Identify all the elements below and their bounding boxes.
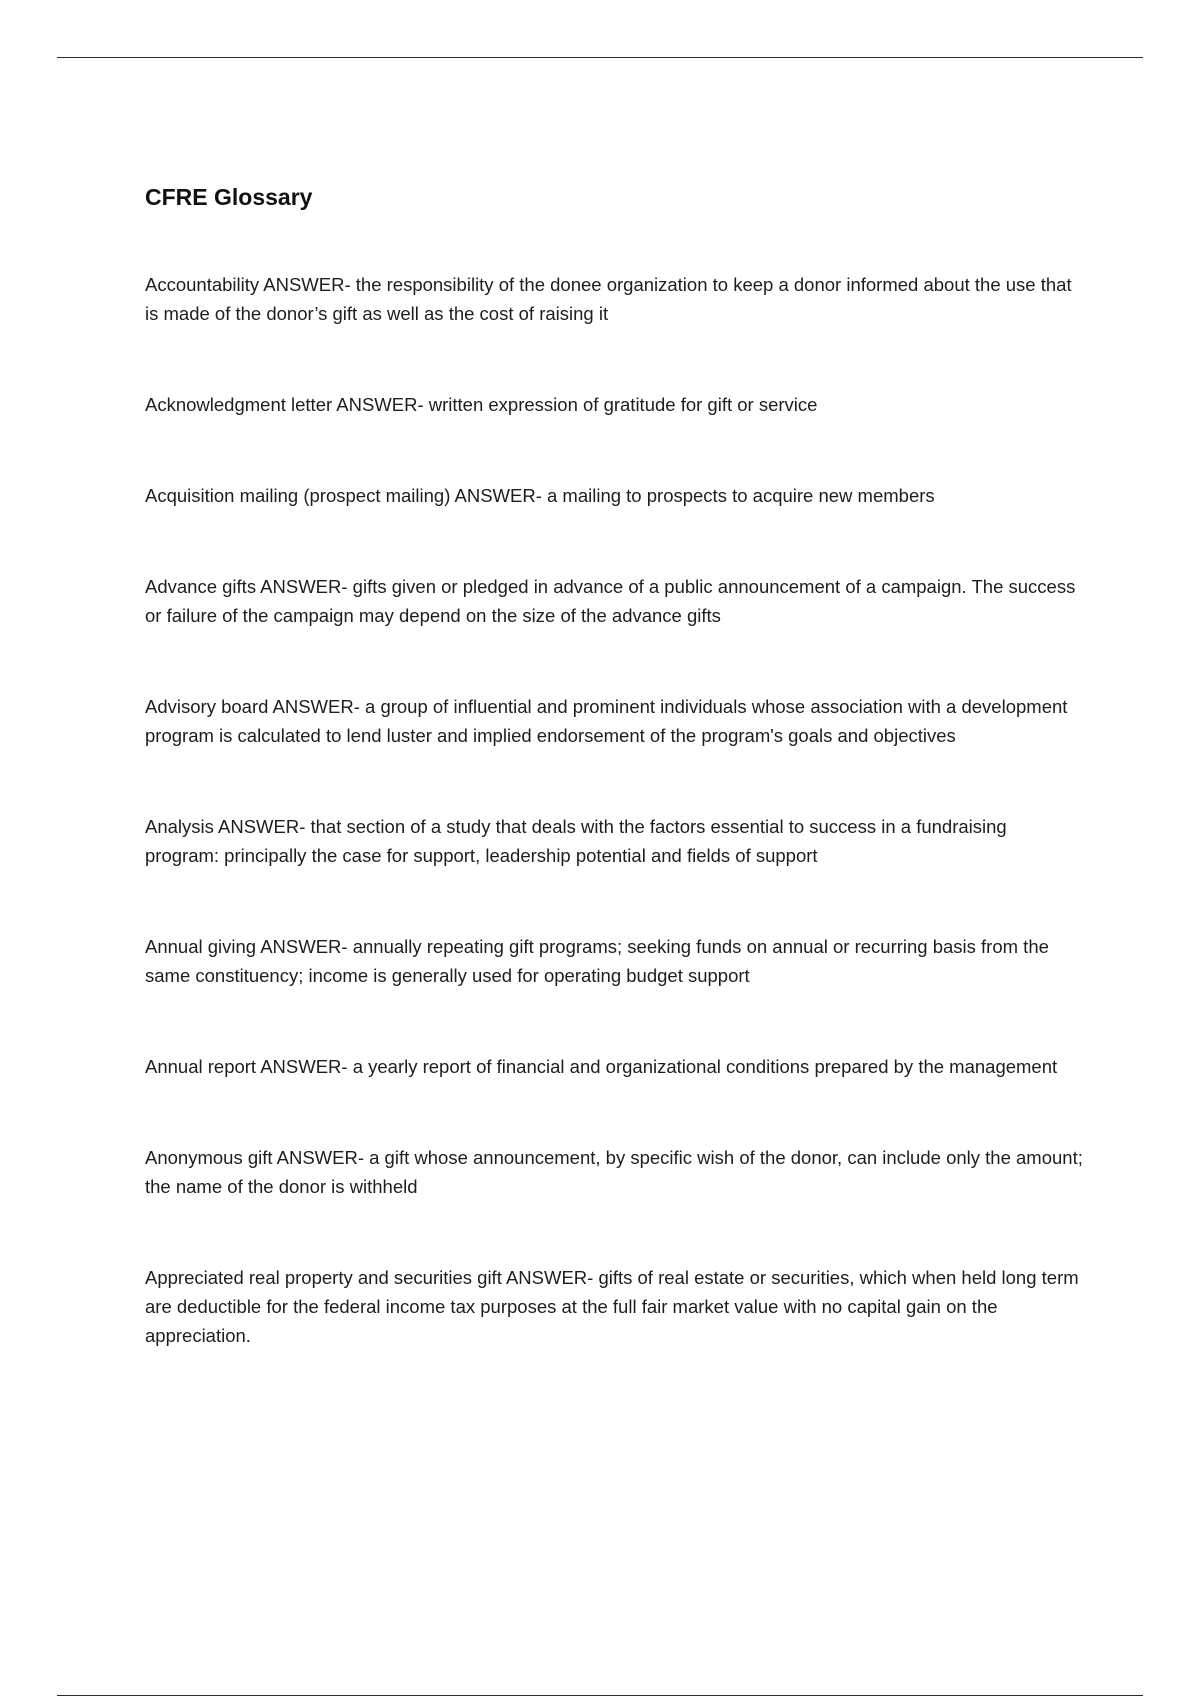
- glossary-list: [145, 270, 1085, 1350]
- glossary-entry: Advance gifts ANSWER- gifts given or pledged in advance of a public announcement of a campaign. The success or failure of the campaign may depend on the size of the advance gifts: [145, 576, 1076, 626]
- glossary-entry: Analysis ANSWER- that section of a study that deals with the factors essential to success in a fundraising program: principally the case for support, leadership potential and fields of support: [145, 816, 1007, 866]
- glossary-entry: Acquisition mailing (prospect mailing) ANSWER- a mailing to prospects to acquire new members: [145, 485, 935, 506]
- document-body: [145, 180, 1085, 1350]
- glossary-entry: Accountability ANSWER- the responsibility of the donee organization to keep a donor informed about the use that is made of the donor’s gift as well as the cost of raising it: [145, 274, 1072, 324]
- footer-rule: [57, 1695, 1143, 1696]
- page-title: CFRE Glossary: [145, 184, 313, 210]
- header-rule: [57, 57, 1143, 58]
- glossary-entry: Anonymous gift ANSWER- a gift whose announcement, by specific wish of the donor, can include only the amount; the name of the donor is withheld: [145, 1147, 1083, 1197]
- glossary-entry: Annual report ANSWER- a yearly report of financial and organizational conditions prepared by the management: [145, 1056, 1058, 1077]
- glossary-entry: Acknowledgment letter ANSWER- written expression of gratitude for gift or service: [145, 394, 818, 415]
- glossary-entry: Appreciated real property and securities gift ANSWER- gifts of real estate or securities, which when held long term are deductible for the federal income tax purposes at the full fair market value with no capital gain on the appreciation.: [145, 1267, 1079, 1346]
- glossary-entry: Advisory board ANSWER- a group of influential and prominent individuals whose association with a development program is calculated to lend luster and implied endorsement of the program's goals and objectives: [145, 696, 1068, 746]
- glossary-entry: Annual giving ANSWER- annually repeating gift programs; seeking funds on annual or recurring basis from the same constituency; income is generally used for operating budget support: [145, 936, 1049, 986]
